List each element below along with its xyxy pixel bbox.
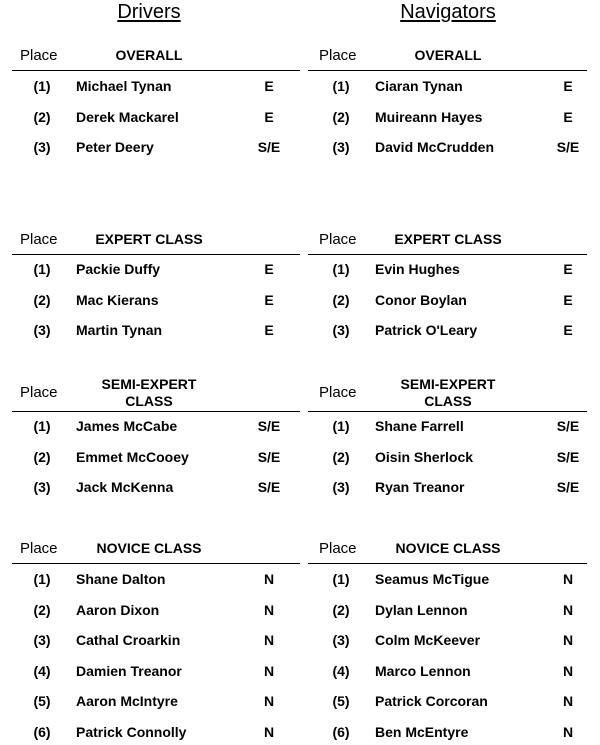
table-row [299, 476, 599, 498]
row-place: (5) [33, 693, 51, 710]
row-category: E [563, 261, 573, 277]
row-place: (1) [332, 78, 350, 94]
row-category: N [263, 571, 275, 587]
row-category: N [562, 693, 574, 710]
table-row [0, 106, 300, 128]
row-category: E [563, 291, 573, 308]
row-category: N [562, 571, 574, 587]
row-category: N [562, 601, 574, 618]
table-row [299, 319, 599, 341]
table-row [299, 106, 599, 128]
section-rule [308, 411, 587, 412]
row-category: E [264, 291, 274, 308]
place-label: Place [319, 384, 357, 401]
drivers-heading: Drivers [117, 1, 181, 23]
table-row [299, 136, 599, 158]
place-label: Place [319, 540, 357, 557]
row-place: (2) [332, 448, 350, 465]
row-category: N [562, 662, 574, 679]
row-name: Ryan Treanor [375, 479, 465, 496]
row-category: E [264, 78, 274, 94]
place-label: Place [319, 231, 357, 248]
table-row [0, 721, 300, 743]
row-place: (3) [33, 479, 51, 496]
table-row [0, 75, 300, 97]
table-row [299, 629, 599, 651]
row-category: S/E [257, 479, 281, 496]
row-name: Packie Duffy [76, 261, 161, 277]
section-rule [12, 411, 300, 412]
row-category: E [264, 108, 274, 125]
table-row [0, 258, 300, 280]
row-category: E [264, 322, 274, 339]
place-label: Place [20, 540, 58, 557]
class-title: NOVICE CLASS [96, 540, 202, 556]
table-row [299, 446, 599, 468]
section-rule [308, 254, 587, 255]
row-name: Seamus McTigue [375, 571, 490, 587]
row-name: Ciaran Tynan [375, 78, 463, 94]
table-row [299, 258, 599, 280]
table-row [299, 415, 599, 437]
row-category: N [263, 693, 275, 710]
row-place: (1) [33, 261, 51, 277]
row-place: (2) [332, 291, 350, 308]
row-category: S/E [257, 418, 281, 434]
row-place: (3) [332, 322, 350, 339]
table-row [0, 136, 300, 158]
row-category: S/E [556, 448, 580, 465]
row-place: (1) [332, 418, 350, 434]
row-name: Michael Tynan [76, 78, 172, 94]
table-row [299, 568, 599, 590]
table-row [299, 599, 599, 621]
class-title: SEMI-EXPERT CLASS [400, 376, 496, 409]
row-place: (6) [332, 724, 350, 740]
row-place: (2) [33, 291, 51, 308]
section-rule [12, 563, 300, 564]
table-row [0, 629, 300, 651]
row-category: E [563, 78, 573, 94]
class-title: OVERALL [115, 47, 183, 63]
table-row [0, 599, 300, 621]
table-row [0, 476, 300, 498]
row-place: (1) [33, 418, 51, 434]
row-place: (1) [332, 571, 350, 587]
row-place: (2) [33, 108, 51, 125]
table-row [299, 660, 599, 682]
row-category: N [562, 632, 574, 649]
table-row [299, 75, 599, 97]
place-label: Place [20, 231, 58, 248]
place-label: Place [20, 47, 58, 64]
row-name: David McCrudden [375, 139, 495, 156]
place-label: Place [319, 47, 357, 64]
row-place: (2) [332, 601, 350, 618]
class-title: EXPERT CLASS [394, 231, 502, 247]
row-category: S/E [556, 139, 580, 156]
row-name: Shane Dalton [76, 571, 166, 587]
class-title: SEMI-EXPERT CLASS [101, 376, 197, 409]
row-name: Patrick Corcoran [375, 693, 488, 710]
table-row [299, 690, 599, 712]
row-name: Aaron McIntyre [76, 693, 178, 710]
row-category: N [263, 724, 275, 740]
row-category: S/E [257, 139, 281, 156]
row-place: (4) [33, 662, 51, 679]
row-name: Derek Mackarel [76, 108, 179, 125]
class-title: EXPERT CLASS [95, 231, 203, 247]
row-name: Patrick Connolly [76, 724, 187, 740]
table-row [299, 289, 599, 311]
row-place: (5) [332, 693, 350, 710]
row-category: S/E [556, 479, 580, 496]
section-header [299, 376, 599, 416]
section-rule [308, 70, 587, 71]
row-category: N [263, 632, 275, 649]
row-name: Oisin Sherlock [375, 448, 474, 465]
row-category: E [563, 108, 573, 125]
row-place: (6) [33, 724, 51, 740]
row-category: S/E [257, 448, 281, 465]
row-name: Marco Lennon [375, 662, 471, 679]
row-place: (3) [33, 322, 51, 339]
row-name: Dylan Lennon [375, 601, 468, 618]
row-category: N [263, 662, 275, 679]
row-category: N [562, 724, 574, 740]
table-row [299, 721, 599, 743]
row-name: Conor Boylan [375, 291, 467, 308]
class-title: OVERALL [414, 47, 482, 63]
row-place: (3) [33, 139, 51, 156]
row-place: (4) [332, 662, 350, 679]
table-row [0, 690, 300, 712]
place-label: Place [20, 384, 58, 401]
section-header [0, 376, 300, 416]
row-name: Mac Kierans [76, 291, 159, 308]
row-name: Evin Hughes [375, 261, 460, 277]
row-category: E [264, 261, 274, 277]
table-row [0, 415, 300, 437]
row-place: (2) [33, 448, 51, 465]
row-name: Cathal Croarkin [76, 632, 181, 649]
row-place: (3) [33, 632, 51, 649]
row-name: Emmet McCooey [76, 448, 189, 465]
row-name: Martin Tynan [76, 322, 163, 339]
row-place: (2) [33, 601, 51, 618]
navigators-heading: Navigators [400, 1, 496, 23]
row-category: N [263, 601, 275, 618]
row-name: Ben McEntyre [375, 724, 469, 740]
table-row [0, 660, 300, 682]
row-name: James McCabe [76, 418, 178, 434]
row-name: Colm McKeever [375, 632, 481, 649]
row-place: (1) [33, 571, 51, 587]
row-place: (1) [332, 261, 350, 277]
row-place: (3) [332, 479, 350, 496]
row-category: S/E [556, 418, 580, 434]
section-rule [12, 254, 300, 255]
row-name: Patrick O'Leary [375, 322, 478, 339]
row-place: (2) [332, 108, 350, 125]
row-category: E [563, 322, 573, 339]
table-row [0, 319, 300, 341]
row-name: Peter Deery [76, 139, 154, 156]
row-name: Muireann Hayes [375, 108, 483, 125]
section-rule [308, 563, 587, 564]
table-row [0, 568, 300, 590]
row-place: (3) [332, 139, 350, 156]
row-name: Jack McKenna [76, 479, 174, 496]
section-rule [12, 70, 300, 71]
row-name: Aaron Dixon [76, 601, 160, 618]
navigators-column [299, 0, 599, 745]
table-row [0, 446, 300, 468]
row-name: Damien Treanor [76, 662, 182, 679]
table-row [0, 289, 300, 311]
row-name: Shane Farrell [375, 418, 464, 434]
class-title: NOVICE CLASS [395, 540, 501, 556]
row-place: (3) [332, 632, 350, 649]
row-place: (1) [33, 78, 51, 94]
